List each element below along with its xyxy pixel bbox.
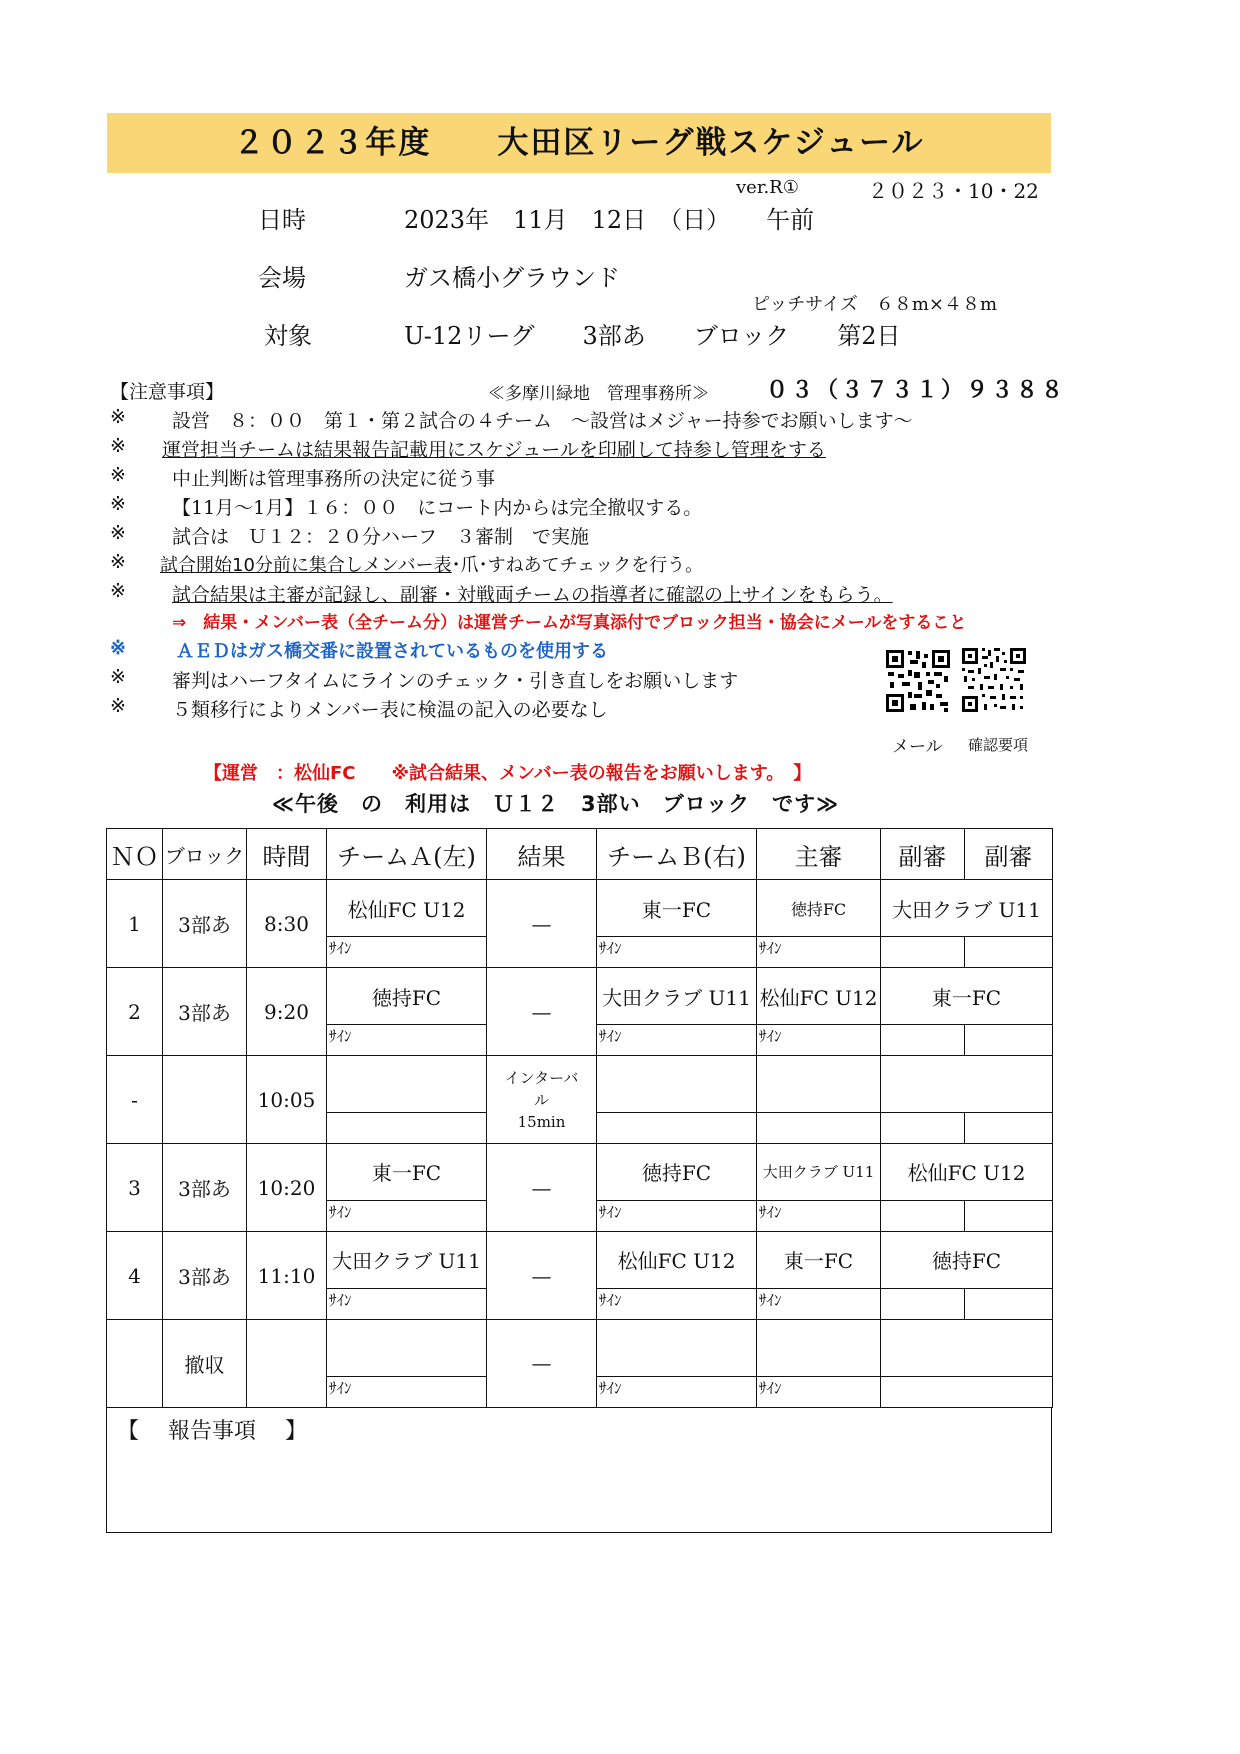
note-withdraw: 【11月～1月】１６：００ にコート内からは完全撤収する。 <box>172 497 703 519</box>
sign-referee[interactable]: ｻｲﾝ <box>757 1200 881 1231</box>
sign-team-b[interactable]: ｻｲﾝ <box>597 1200 757 1231</box>
note-mark: ※ <box>110 637 126 659</box>
note-report: ⇒ 結果・メンバー表（全チーム分）は運営チームが写真添付でブロック担当・協会にメールをすること <box>172 613 967 633</box>
note-report-clip <box>172 608 1050 633</box>
report-box[interactable] <box>106 1408 1052 1533</box>
venue-value: ガス橋小グラウンド <box>404 264 620 292</box>
sign-assistant-2[interactable] <box>965 1288 1053 1319</box>
cell-team-b: 徳持FC <box>597 1144 757 1201</box>
note-management: 運営担当チームは結果報告記載用にスケジュールを印刷して持参し管理をする <box>162 439 826 461</box>
note-mark: ※ <box>110 493 126 515</box>
cell-no: - <box>107 1056 163 1144</box>
notes-heading: 【注意事項】 <box>110 381 225 403</box>
note-mark: ※ <box>110 551 126 573</box>
target-label: 対象 <box>264 322 312 350</box>
cell-referee <box>757 1319 881 1376</box>
cell-no: 1 <box>107 880 163 968</box>
sign-assistant-1[interactable] <box>881 1288 965 1319</box>
schedule-table <box>106 828 1053 1408</box>
sign-assistant-2 <box>965 1112 1053 1143</box>
sign-team-a[interactable]: ｻｲﾝ <box>327 936 487 967</box>
cell-team-b <box>597 1056 757 1113</box>
note-cancel: 中止判断は管理事務所の決定に従う事 <box>172 468 496 490</box>
note-match-format: 試合は Ｕ１２：２０分ハーフ ３審制 で実施 <box>172 526 590 548</box>
note-mark: ※ <box>110 464 126 486</box>
cell-referee: 東一FC <box>757 1232 881 1289</box>
cell-no: 2 <box>107 968 163 1056</box>
note-mark: ※ <box>110 666 126 688</box>
header-block: ブロック <box>163 829 247 880</box>
sign-team-b[interactable]: ｻｲﾝ <box>597 936 757 967</box>
cell-team-a: 徳持FC <box>327 968 487 1025</box>
sign-assistant-1[interactable] <box>881 1200 965 1231</box>
table-row-interval <box>107 1056 1053 1113</box>
management-line: 【運営 ：松仙FC ※試合結果、メンバー表の報告をお願いします。 】 <box>204 763 812 784</box>
table-row <box>107 880 1053 937</box>
cell-block: 撤収 <box>163 1319 247 1407</box>
header-referee: 主審 <box>757 829 881 880</box>
interval-line-2: ル <box>533 1090 549 1109</box>
cell-assistant <box>881 1319 1053 1376</box>
sign-team-b[interactable]: ｻｲﾝ <box>597 1288 757 1319</box>
cell-block: 3部あ <box>163 1144 247 1232</box>
issue-date: ２０２３・10・22 <box>868 179 1039 203</box>
sign-assistant-2[interactable] <box>965 1024 1053 1055</box>
cell-team-a: 東一FC <box>327 1144 487 1201</box>
cell-referee <box>757 1056 881 1113</box>
table-row <box>107 968 1053 1025</box>
sign-assistant-1 <box>881 1112 965 1143</box>
note-referee: 審判はハーフタイムにラインのチェック・引き直しをお願いします <box>172 670 739 692</box>
cell-team-a: 松仙FC U12 <box>327 880 487 937</box>
cell-interval <box>487 1056 597 1144</box>
header-assistant-2: 副審 <box>965 829 1053 880</box>
target-value: U-12リーグ 3部あ ブロック 第2日 <box>404 322 901 350</box>
cell-result[interactable]: — <box>487 1232 597 1320</box>
cell-time: 9:20 <box>247 968 327 1056</box>
cell-referee: 松仙FC U12 <box>757 968 881 1025</box>
sign-assistant[interactable] <box>881 1376 1053 1407</box>
cell-team-b: 松仙FC U12 <box>597 1232 757 1289</box>
cell-team-a: 大田クラブ U11 <box>327 1232 487 1289</box>
sign-referee[interactable]: ｻｲﾝ <box>757 1376 881 1407</box>
sign-assistant-2[interactable] <box>965 936 1053 967</box>
note-aed: ＡＥＤはガス橋交番に設置されているものを使用する <box>176 641 608 662</box>
cell-block: 3部あ <box>163 1232 247 1320</box>
sign-assistant-1[interactable] <box>881 936 965 967</box>
header-no: ＮＯ <box>107 829 163 880</box>
sign-team-a <box>327 1112 487 1143</box>
cell-time: 10:05 <box>247 1056 327 1144</box>
header-assistant-1: 副審 <box>881 829 965 880</box>
sign-referee[interactable]: ｻｲﾝ <box>757 936 881 967</box>
note-mark: ※ <box>110 435 126 457</box>
sign-team-a[interactable]: ｻｲﾝ <box>327 1376 487 1407</box>
sign-team-a[interactable]: ｻｲﾝ <box>327 1024 487 1055</box>
page-title: ２０２３年度 大田区リーグ戦スケジュール <box>233 125 925 161</box>
office-phone: ０３（３７３１）９３８８ <box>766 378 1067 403</box>
cell-team-b: 東一FC <box>597 880 757 937</box>
cell-block: 3部あ <box>163 968 247 1056</box>
confirm-qr-code[interactable] <box>960 646 1028 714</box>
venue-label: 会場 <box>258 264 306 292</box>
sign-team-a[interactable]: ｻｲﾝ <box>327 1288 487 1319</box>
cell-referee: 徳持FC <box>757 880 881 937</box>
header-result: 結果 <box>487 829 597 880</box>
cell-team-b: 大田クラブ U11 <box>597 968 757 1025</box>
cell-block <box>163 1056 247 1144</box>
sign-assistant-1[interactable] <box>881 1024 965 1055</box>
interval-line-1: インターバ <box>504 1068 579 1087</box>
header-team-a: チームＡ(左) <box>327 829 487 880</box>
cell-result[interactable]: — <box>487 1319 597 1407</box>
sign-referee[interactable]: ｻｲﾝ <box>757 1288 881 1319</box>
cell-team-b <box>597 1319 757 1376</box>
header-team-b: チームＢ(右) <box>597 829 757 880</box>
sign-referee[interactable]: ｻｲﾝ <box>757 1024 881 1055</box>
interval-line-3: 15min <box>517 1112 566 1131</box>
header-time: 時間 <box>247 829 327 880</box>
cell-block: 3部あ <box>163 880 247 968</box>
mail-qr-label: メール <box>892 737 943 757</box>
sign-team-b <box>597 1112 757 1143</box>
note-results: 試合結果は主審が記録し、副審・対戦両チームの指導者に確認の上サインをもらう。 <box>172 584 893 606</box>
cell-result[interactable]: — <box>487 968 597 1056</box>
table-row <box>107 1144 1053 1201</box>
note-mark: ※ <box>110 522 126 544</box>
cell-result[interactable]: — <box>487 880 597 968</box>
note-assembly <box>160 551 694 577</box>
cell-assistant: 徳持FC <box>881 1232 1053 1289</box>
cell-no: 3 <box>107 1144 163 1232</box>
note-setup: 設営 ８：００ 第１・第２試合の４チーム ～設営はメジャー持参でお願いします～ <box>172 410 913 432</box>
sign-referee <box>757 1112 881 1143</box>
cell-team-a <box>327 1319 487 1376</box>
mail-qr-code[interactable] <box>884 648 952 714</box>
cell-result[interactable]: — <box>487 1144 597 1232</box>
pitch-size: ピッチサイズ ６８m×４８m <box>752 294 998 315</box>
note-mark: ※ <box>110 695 126 717</box>
cell-assistant: 松仙FC U12 <box>881 1144 1053 1201</box>
cell-referee: 大田クラブ U11 <box>757 1144 881 1201</box>
cell-time: 8:30 <box>247 880 327 968</box>
afternoon-notice: ≪午後 の 利用は Ｕ１２ 3部い ブロック です≫ <box>272 792 840 816</box>
cell-assistant <box>881 1056 1053 1113</box>
note-assembly-check: ･爪･すねあてチェックを行う｡ <box>451 555 695 576</box>
confirm-qr-label: 確認要項 <box>968 736 1029 754</box>
note-assembly-main: 試合開始10分前に集合しメンバー表 <box>160 555 452 576</box>
table-header-row <box>107 829 1053 880</box>
cell-assistant: 大田クラブ U11 <box>881 880 1053 937</box>
note-temperature: ５類移行によりメンバー表に検温の記入の必要なし <box>172 699 608 721</box>
cell-no: 4 <box>107 1232 163 1320</box>
office-name: ≪多摩川緑地 管理事務所≫ <box>488 384 709 404</box>
table-row <box>107 1232 1053 1289</box>
cell-time: 11:10 <box>247 1232 327 1320</box>
date-value: 2023年 11月 12日 （日） 午前 <box>404 206 815 234</box>
cell-team-a <box>327 1056 487 1113</box>
note-mark: ※ <box>110 406 126 428</box>
date-label: 日時 <box>258 206 306 234</box>
cell-no <box>107 1319 163 1407</box>
cell-assistant: 東一FC <box>881 968 1053 1025</box>
sign-team-b[interactable]: ｻｲﾝ <box>597 1376 757 1407</box>
sign-assistant-2[interactable] <box>965 1200 1053 1231</box>
cell-time <box>247 1319 327 1407</box>
sign-team-a[interactable]: ｻｲﾝ <box>327 1200 487 1231</box>
version-label: ver.R① <box>736 177 799 198</box>
sign-team-b[interactable]: ｻｲﾝ <box>597 1024 757 1055</box>
report-label: 【 報告事項 】 <box>117 1419 307 1444</box>
note-mark: ※ <box>110 580 126 602</box>
cell-time: 10:20 <box>247 1144 327 1232</box>
table-row-withdraw <box>107 1319 1053 1376</box>
